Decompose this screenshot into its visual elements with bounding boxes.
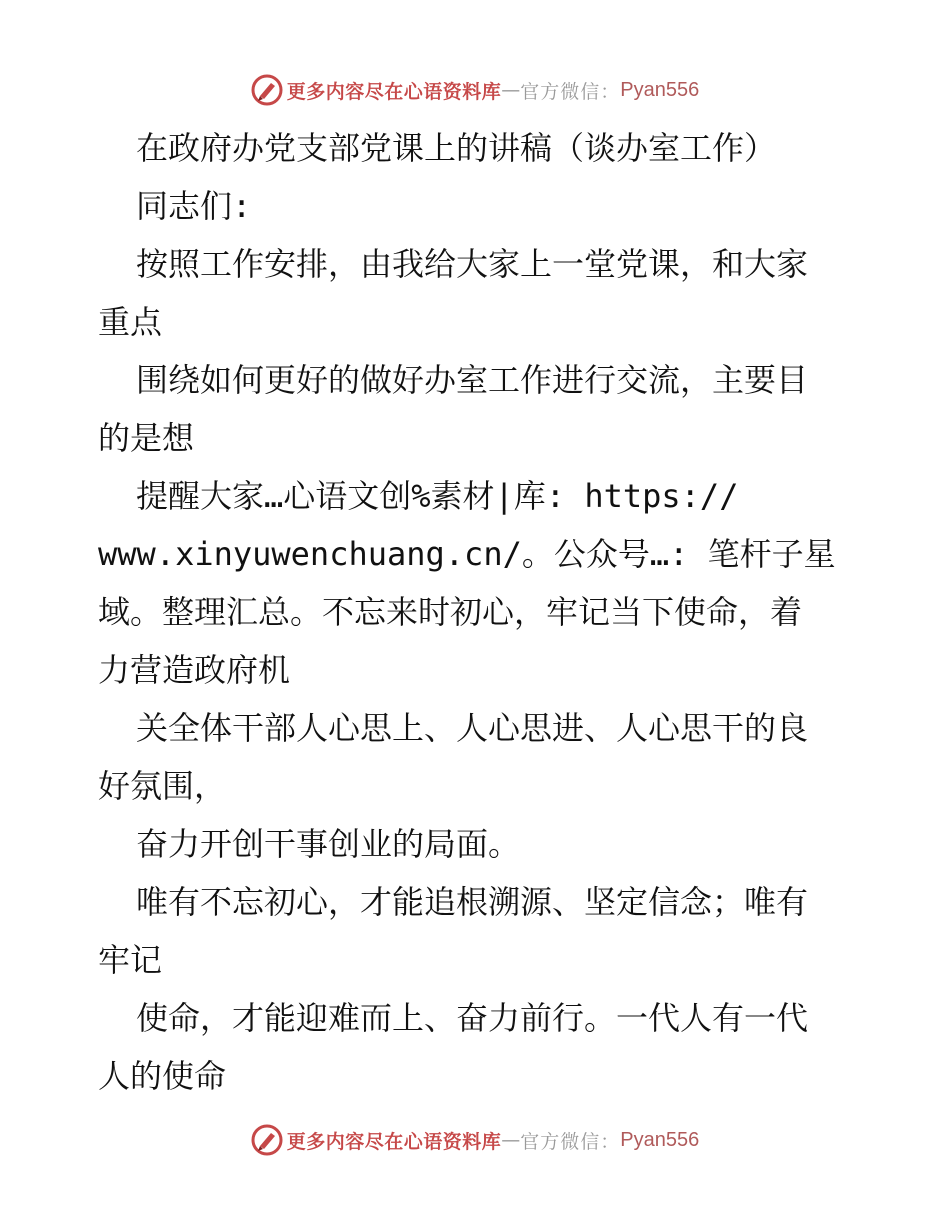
header-separator: — xyxy=(501,79,521,101)
paragraph-line: 按照工作安排，由我给大家上一堂党课，和大家 xyxy=(136,245,809,283)
paragraph-line: 提醒大家…心语文创%素材|库: https:// xyxy=(136,477,739,515)
footer-wechat-id: Pyan556 xyxy=(620,1128,700,1151)
paragraph-line: 域。整理汇总。不忘来时初心，牢记当下使命，着 xyxy=(98,593,803,631)
paragraph-line: 奋力开创干事创业的局面。 xyxy=(136,825,521,863)
footer-wechat-label: 官方微信： xyxy=(520,1130,621,1153)
paragraph-line: 好氛围， xyxy=(98,767,227,805)
footer-separator: — xyxy=(501,1129,521,1151)
paragraph-line: 重点 xyxy=(98,303,163,341)
header-watermark xyxy=(0,70,950,110)
paragraph-line: 同志们: xyxy=(136,187,252,225)
document-title: 在政府办党支部党课上的讲稿（谈办室工作） xyxy=(136,129,777,167)
paragraph-line: 围绕如何更好的做好办室工作进行交流，主要目 xyxy=(136,361,809,399)
paragraph-line: 唯有不忘初心，才能追根溯源、坚定信念；唯有 xyxy=(136,883,809,921)
pen-logo-icon xyxy=(251,74,283,106)
paragraph-line: 的是想 xyxy=(98,419,195,457)
footer-site-text: 更多内容尽在心语资料库 xyxy=(286,1130,502,1153)
paragraph-line: 关全体干部人心思上、人心思进、人心思干的良 xyxy=(136,709,809,747)
paragraph-line: 人的使命 xyxy=(98,1057,227,1095)
header-wechat-label: 官方微信： xyxy=(520,80,621,103)
footer-watermark xyxy=(0,1120,950,1160)
paragraph-line: 牢记 xyxy=(98,941,163,979)
header-site-text: 更多内容尽在心语资料库 xyxy=(286,80,502,103)
paragraph-line: 力营造政府机 xyxy=(98,651,291,689)
header-wechat-id: Pyan556 xyxy=(620,78,700,101)
paragraph-line: 使命，才能迎难而上、奋力前行。一代人有一代 xyxy=(136,999,809,1037)
paragraph-line: www.xinyuwenchuang.cn/。公众号…: 笔杆子星 xyxy=(98,535,836,573)
pen-logo-icon xyxy=(251,1124,283,1156)
